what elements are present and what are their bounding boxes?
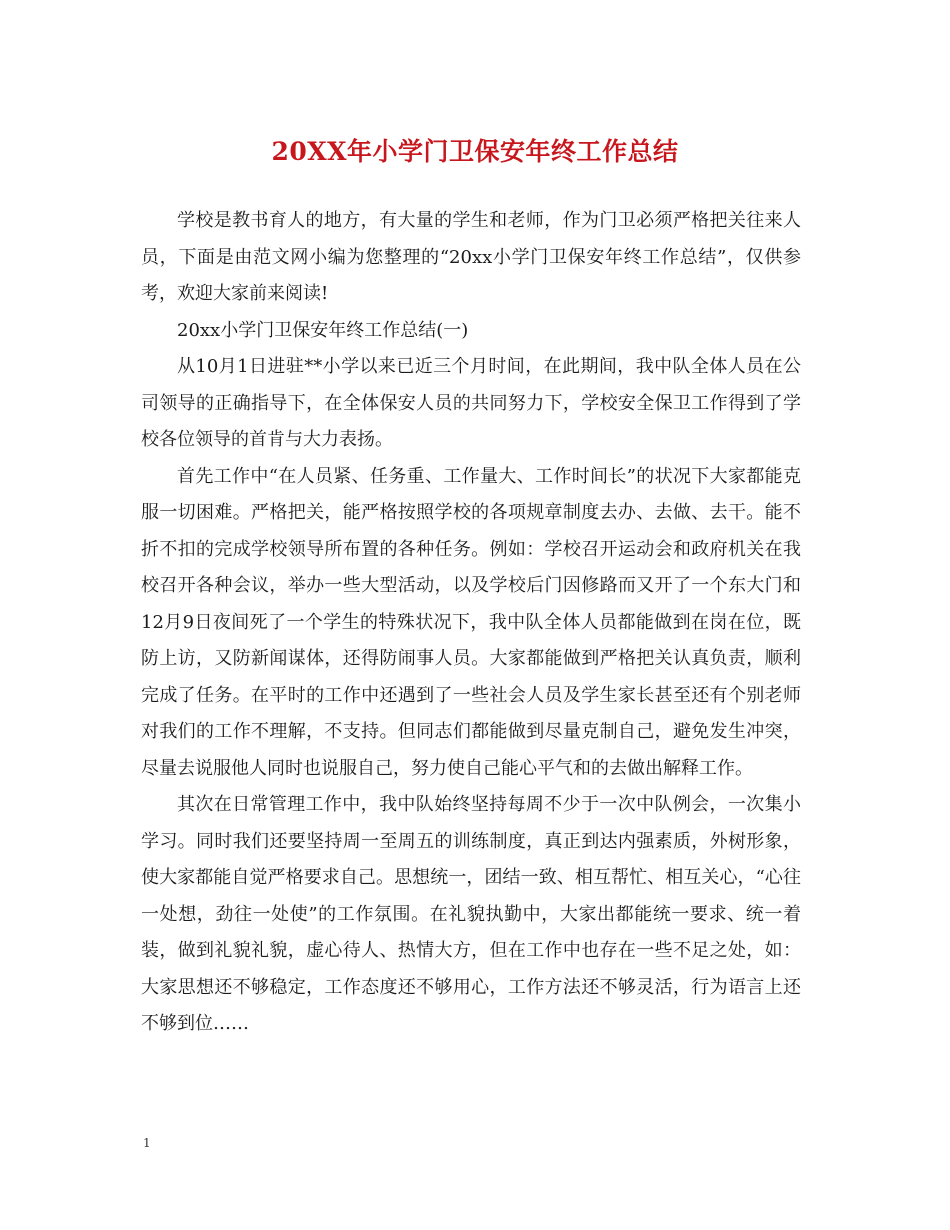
body-paragraph: 其次在日常管理工作中，我中队始终坚持每周不少于一次中队例会，一次集小学习。同时我们还要坚持周一至周五的训练制度，真正到达内强素质，外树形象，使大家都能自觉严格要求自己。思想统一，团结一致、相互帮忙、相互关心，“心往一处想，劲往一处使”的工作氛围。在礼貌执勤中，大家出都能统一要求、统一着装，做到礼貌礼貌，虚心待人、热情大方，但在工作中也存在一些不足之处，如：大家思想还不够稳定，工作态度还不够用心，工作方法还不够灵活，行为语言上还不够到位…… (141, 794, 801, 1034)
document-title: 20XX年小学门卫保安年终工作总结 (271, 137, 679, 166)
body-paragraph: 首先工作中“在人员紧、任务重、工作量大、工作时间长”的状况下大家都能克服一切困难。严格把关，能严格按照学校的各项规章制度去办、去做、去干。能不折不扣的完成学校领导所布置的各种任务。例如：学校召开运动会和政府机关在我校召开各种会议，举办一些大型活动，以及学校后门因修路而又开了一个东大门和12月9日夜间死了一个学生的特殊状况下，我中队全体人员都能做到在岗在位，既防上访，又防新闻谋体，还得防闹事人员。大家都能做到严格把关认真负责，顺利完成了任务。在平时的工作中还遇到了一些社会人员及学生家长甚至还有个别老师对我们的工作不理解，不支持。但同志们都能做到尽量克制自己，避免发生冲突，尽量去说服他人同时也说服自己，努力使自己能心平气和的去做出解释工作。 (141, 465, 801, 779)
document-body (141, 203, 801, 1043)
page-number: 1 (143, 1136, 151, 1150)
section-heading: 20xx小学门卫保安年终工作总结(一) (177, 319, 469, 341)
intro-paragraph: 学校是教书育人的地方，有大量的学生和老师，作为门卫必须严格把关往来人员，下面是由范文网小编为您整理的“20xx小学门卫保安年终工作总结”，仅供参考，欢迎大家前来阅读! (141, 210, 801, 304)
body-paragraph: 从10月1日进驻**小学以来已近三个月时间，在此期间，我中队全体人员在公司领导的正确指导下，在全体保安人员的共同努力下，学校安全保卫工作得到了学校各位领导的首肯与大力表扬。 (141, 356, 801, 450)
